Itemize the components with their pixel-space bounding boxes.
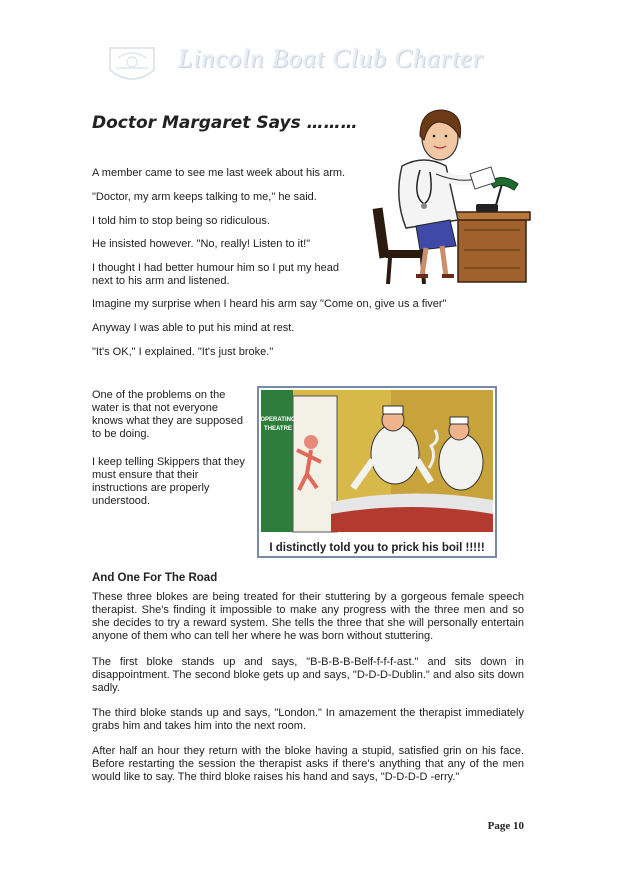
- newsletter-title-watermark: Lincoln Boat Club Charter: [178, 44, 484, 73]
- article-title: Doctor Margaret Says ………: [92, 113, 358, 133]
- joke-line: "It's OK," I explained. "It's just broke.": [92, 346, 274, 358]
- skipper-note-para: One of the problems on the water is that not everyone knows what they are supposed to be doing.: [92, 389, 244, 440]
- comic-caption: I distinctly told you to prick his boil !!!!!: [269, 542, 485, 554]
- skipper-note-para: I keep telling Skippers that they must ensure that their instructions are properly understood.: [92, 456, 245, 507]
- page-number: Page 10: [487, 820, 524, 832]
- joke-line: "Doctor, my arm keeps talking to me," he said.: [92, 191, 317, 203]
- joke-line: Imagine my surprise when I heard his arm say "Come on, give us a fiver": [92, 298, 447, 310]
- article-subtitle: And One For The Road: [92, 572, 218, 584]
- door-sign-text: OPERATING: [260, 417, 296, 423]
- doctor-cartoon-illustration: [372, 100, 532, 286]
- joke-line: I told him to stop being so ridiculous.: [92, 215, 270, 227]
- joke-line: next to his arm and listened.: [92, 275, 230, 287]
- story-paragraph: The first bloke stands up and says, "B-B-B-B-Belf-f-f-f-ast." and sits down in disappointment. The second bloke gets up and says, "D-D-D-Dublin." and also sits down sadly.: [92, 656, 524, 694]
- story-paragraph: After half an hour they return with the bloke having a stupid, satisfied grin on his face. Before restarting the session the therapist asks if there's anything that any of the men would like to say. The third bloke raises his hand and says, "D-D-D-D -erry.": [92, 745, 524, 783]
- operating-theatre-comic: [257, 386, 497, 558]
- joke-line: He insisted however. "No, really! Listen to it!": [92, 238, 311, 250]
- joke-line: A member came to see me last week about his arm.: [92, 167, 346, 179]
- joke-line: I thought I had better humour him so I put my head: [92, 262, 340, 274]
- comic-illustration: [261, 390, 493, 532]
- door-sign: [260, 412, 296, 436]
- joke-line: Anyway I was able to put his mind at rest.: [92, 322, 295, 334]
- story-paragraph: The third bloke stands up and says, "London." In amazement the therapist immediately grabs him and takes him into the next room.: [92, 707, 524, 732]
- club-logo-watermark: [104, 40, 160, 90]
- door-sign-text: THEATRE: [264, 426, 292, 432]
- story-paragraph: These three blokes are being treated for their stuttering by a gorgeous female speech therapist. She's finding it impossible to make any progress with the three men and so she decides to try a reward system. She tells the three that she will personally entertain anyone of them who can tell her where he was born without stuttering.: [92, 591, 524, 642]
